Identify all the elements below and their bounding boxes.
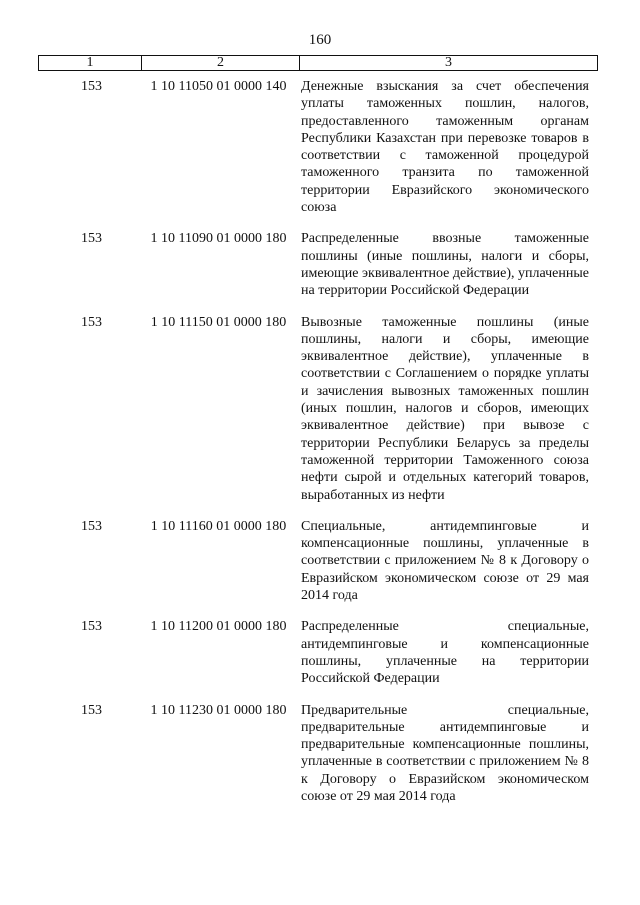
revenue-description: Специальные, антидемпинговые и компенсационные пошлины, уплаченные в соответствии с приложением № 8 к Договору о Евразийском экономическом союзе от 29 мая 2014 года <box>301 518 589 604</box>
table-row <box>38 314 598 504</box>
header-col-1: 1 <box>39 56 142 70</box>
budget-classification-code: 1 10 11050 01 0000 140 <box>150 79 287 94</box>
budget-classification-code: 1 10 11090 01 0000 180 <box>150 231 287 247</box>
admin-code: 153 <box>81 314 102 330</box>
admin-code: 153 <box>81 619 102 635</box>
revenue-description: Распределенные специальные, антидемпинговые и компенсационные пошлины, уплаченные на территории Российской Федерации <box>301 619 589 687</box>
table-row <box>38 230 598 299</box>
table-header <box>38 55 598 71</box>
admin-code: 153 <box>81 702 102 718</box>
revenue-description: Денежные взыскания за счет обеспечения уплаты таможенных пошлин, налогов, предоставленного таможенным органам Республики Казахстан при перевозке товаров в соответствии с таможенной процедурой таможенного транзита по таможенной территории Евразийского экономического союза <box>301 79 589 216</box>
page-number: 160 <box>308 32 332 48</box>
header-col-2: 2 <box>142 56 300 70</box>
table-body <box>38 78 598 805</box>
revenue-description: Распределенные ввозные таможенные пошлины (иные пошлины, налоги и сборы, имеющие эквивалентное действие), уплаченные на территории Российской Федерации <box>301 231 590 299</box>
table-row <box>38 78 598 216</box>
budget-classification-code: 1 10 11160 01 0000 180 <box>150 518 287 534</box>
table-row <box>38 702 598 806</box>
budget-classification-code: 1 10 11230 01 0000 180 <box>150 702 287 718</box>
admin-code: 153 <box>81 518 102 534</box>
table-row <box>38 518 598 604</box>
budget-classification-code: 1 10 11150 01 0000 180 <box>150 314 287 330</box>
revenue-description: Предварительные специальные, предварительные антидемпинговые и предварительные компенсационные пошлины, уплаченные в соответствии с приложением № 8 к Договору о Евразийском экономическом союзе от 29 мая 2014 года <box>301 702 589 804</box>
table-row <box>38 618 598 687</box>
header-col-3: 3 <box>445 55 452 70</box>
admin-code: 153 <box>81 231 102 247</box>
budget-classification-code: 1 10 11200 01 0000 180 <box>150 619 287 635</box>
revenue-description: Вывозные таможенные пошлины (иные пошлины, налоги и сборы, имеющие эквивалентное действие), уплаченные в соответствии с Соглашением о порядке уплаты и зачисления вывозных таможенных пошлин (иных пошлин, налогов и сборов, имеющих эквивалентное действие) при вывозе с территории Республики Беларусь за пределы таможенной территории Таможенного союза нефти сырой и отдельных категорий товаров, выработанных из нефти <box>301 314 589 503</box>
admin-code: 153 <box>81 79 102 94</box>
